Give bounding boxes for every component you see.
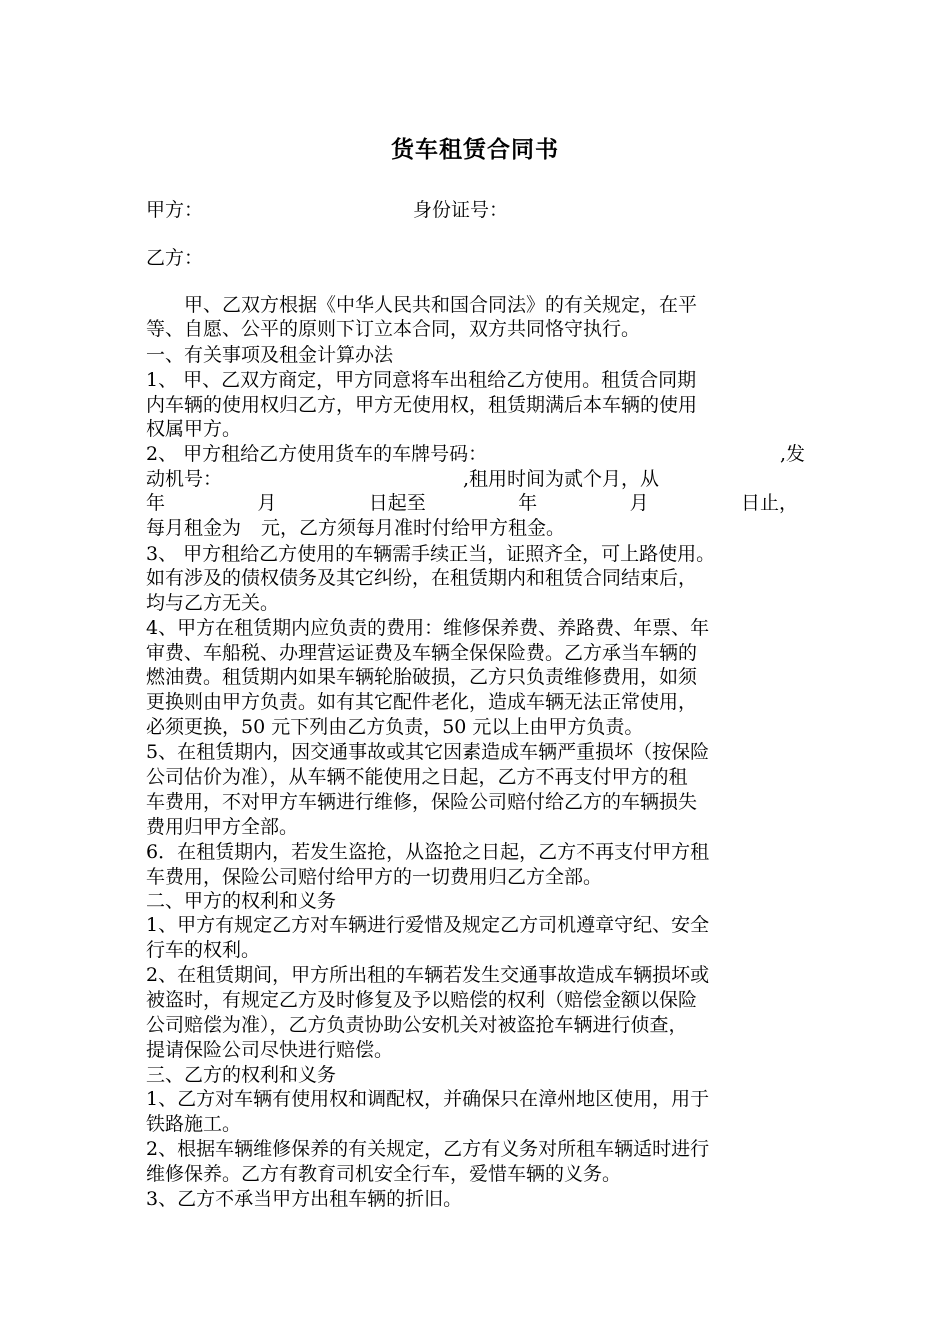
date-range-line <box>146 491 798 515</box>
id-number-label: 身份证号： <box>413 199 509 221</box>
date-year-end: 年 <box>518 492 538 514</box>
body-line: 公司赔偿为准），乙方负责协助公安机关对被盗抢车辆进行侦查， <box>146 1014 688 1036</box>
body-line: 等、自愿、公平的原则下订立本合同，双方共同恪守执行。 <box>146 318 641 340</box>
party-b-label: 乙方： <box>146 247 204 269</box>
body-line: 铁路施工。 <box>146 1113 242 1135</box>
body-line: 提请保险公司尽快进行赔偿。 <box>146 1039 394 1061</box>
body-line: 内车辆的使用权归乙方，甲方无使用权，租赁期满后本车辆的使用 <box>146 394 698 416</box>
body-line: 5、在租赁期内，因交通事故或其它因素造成车辆严重损坏（按保险 <box>146 741 710 763</box>
body-line: 必须更换，50 元下列由乙方负责，50 元以上由甲方负责。 <box>146 716 644 738</box>
body-line: 均与乙方无关。 <box>146 592 280 614</box>
body-line: 车费用，保险公司赔付给甲方的一切费用归乙方全部。 <box>146 866 603 888</box>
date-month-start: 月 <box>257 492 277 514</box>
body-line: 车费用，不对甲方车辆进行维修，保险公司赔付给乙方的车辆损失 <box>146 791 698 813</box>
engine-number-label: 动机号： <box>146 468 223 490</box>
party-a-label: 甲方： <box>146 199 204 221</box>
body-line: 1、乙方对车辆有使用权和调配权，并确保只在漳州地区使用，用于 <box>146 1088 710 1110</box>
rent-label: 每月租金为 <box>146 517 242 539</box>
body-line: 审费、车船税、办理营运证费及车辆全保保险费。乙方承当车辆的 <box>146 642 698 664</box>
body-line: 燃油费。租赁期内如果车辆轮胎破损，乙方只负责维修费用，如须 <box>146 666 698 688</box>
rent-terms: 元，乙方须每月准时付给甲方租金。 <box>261 517 566 539</box>
body-line: 1、 甲、乙双方商定，甲方同意将车出租给乙方使用。租赁合同期 <box>146 369 697 391</box>
date-day-start: 日起至 <box>368 492 426 514</box>
rental-period-text: ,租用时间为贰个月，从 <box>463 468 660 490</box>
body-line: 6．在租赁期内，若发生盗抢，从盗抢之日起，乙方不再支付甲方租 <box>146 841 710 863</box>
body-line: 3、乙方不承当甲方出租车辆的折旧。 <box>146 1188 463 1210</box>
body-line: 权属甲方。 <box>146 418 242 440</box>
date-year-start: 年 <box>146 492 166 514</box>
body-line: 被盗时，有规定乙方及时修复及予以赔偿的权利（赔偿金额以保险 <box>146 989 698 1011</box>
body-line: 4、甲方在租赁期内应负责的费用：维修保养费、养路费、年票、年 <box>146 617 710 639</box>
body-line: 如有涉及的债权债务及其它纠纷，在租赁期内和租赁合同结束后， <box>146 567 698 589</box>
body-line: 费用归甲方全部。 <box>146 816 299 838</box>
document-title: 货车租赁合同书 <box>391 136 559 163</box>
section-heading: 三、乙方的权利和义务 <box>146 1064 337 1086</box>
section-heading: 一、有关事项及租金计算办法 <box>146 344 394 366</box>
body-line: 3、 甲方租给乙方使用的车辆需手续正当，证照齐全，可上路使用。 <box>146 543 716 565</box>
date-day-end: 日止， <box>740 492 798 514</box>
body-line: 2、在租赁期间，甲方所出租的车辆若发生交通事故造成车辆损坏或 <box>146 964 710 986</box>
date-month-end: 月 <box>629 492 649 514</box>
body-line: 1、甲方有规定乙方对车辆进行爱惜及规定乙方司机遵章守纪、安全 <box>146 914 710 936</box>
body-line: 2、根据车辆维修保养的有关规定，乙方有义务对所租车辆适时进行 <box>146 1138 710 1160</box>
body-line: 甲、乙双方根据《中华人民共和国合同法》的有关规定，在平 <box>146 294 698 316</box>
plate-number-line-end: ,发 <box>780 443 806 465</box>
section-heading: 二、甲方的权利和义务 <box>146 890 337 912</box>
body-line: 公司估价为准），从车辆不能使用之日起，乙方不再支付甲方的租 <box>146 766 688 788</box>
body-line: 维修保养。乙方有教育司机安全行车，爱惜车辆的义务。 <box>146 1163 622 1185</box>
plate-number-line: 2、 甲方租给乙方使用货车的车牌号码： <box>146 443 488 465</box>
monthly-rent-line <box>146 516 816 540</box>
body-line: 行车的权利。 <box>146 939 261 961</box>
body-line: 更换则由甲方负责。如有其它配件老化，造成车辆无法正常使用， <box>146 691 698 713</box>
